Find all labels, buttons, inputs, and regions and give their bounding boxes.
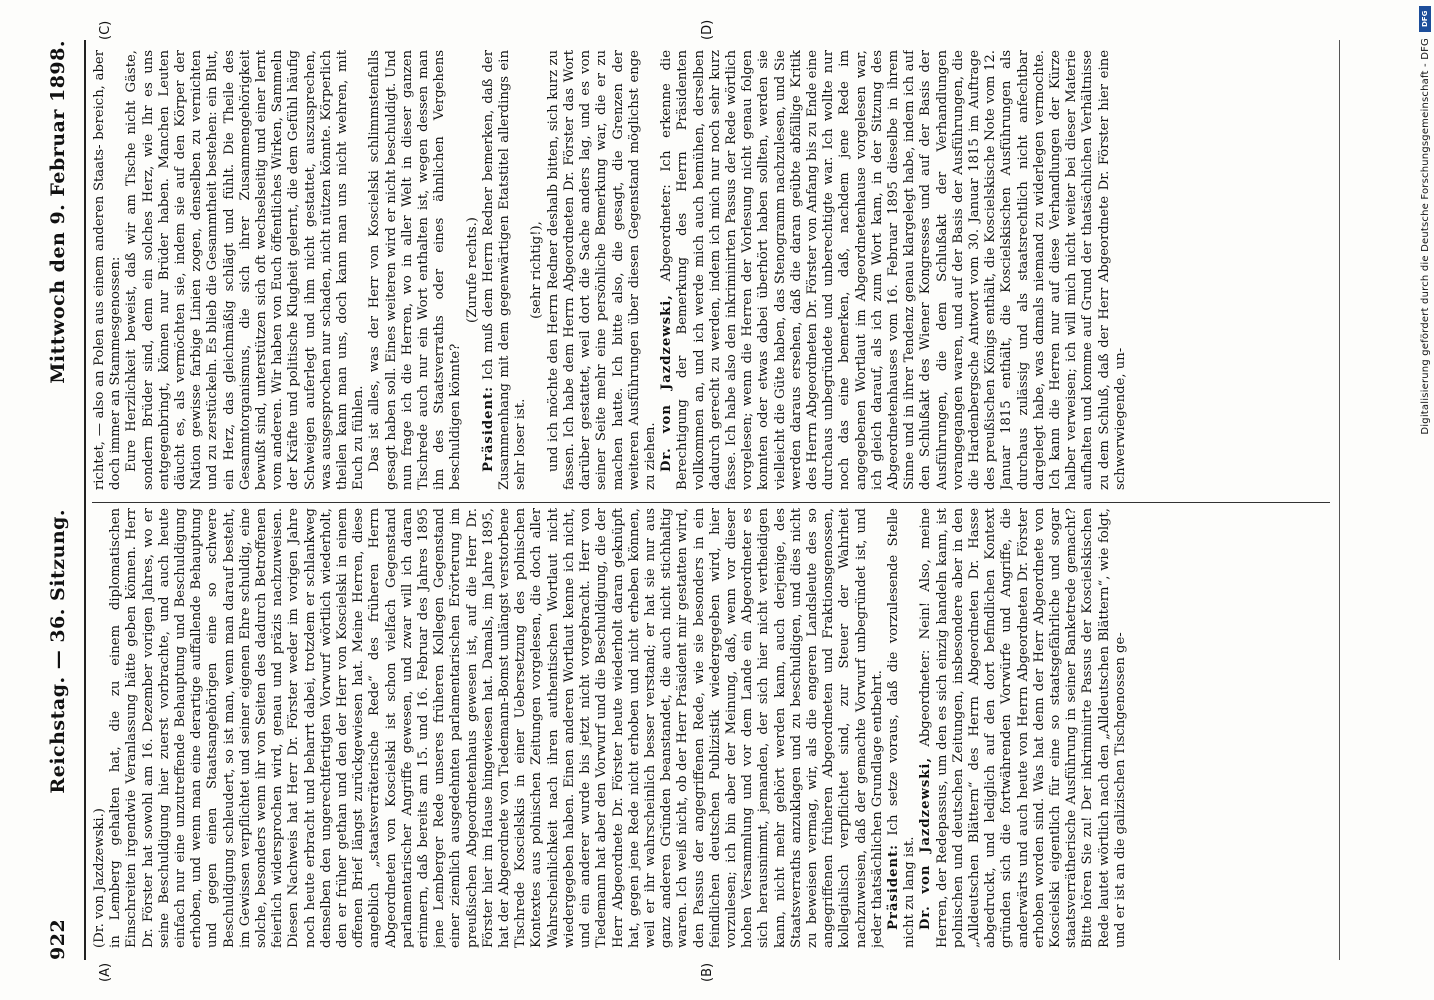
dfg-logo: DFG <box>1419 6 1431 32</box>
speaker-name: Dr. von Jazdzewski, <box>659 294 675 472</box>
right-text-column <box>92 50 1330 490</box>
header-date: Mittwoch den 9. Februar 1898. <box>47 40 69 384</box>
paragraph-text: (sehr richtig!), <box>529 221 545 319</box>
speaker-name: Präsident: <box>480 385 496 472</box>
header-session: Reichstag. — 36. Sitzung. <box>47 508 69 794</box>
left-text-column <box>92 508 1330 948</box>
paragraph <box>886 508 918 948</box>
footer-rule <box>1339 40 1340 960</box>
paragraph-text: Ich setze voraus, daß die vorzulesende Stelle nicht zu lang ist. <box>885 508 918 948</box>
paragraph-text: Das ist alles, was der Herr von Koscielski schlimmstenfalls gesagt haben soll. Eines weiteren wird er nicht beschuldigt. Und nun frage ich die Herren, wo in aller Welt in dieser ganzen Tischrede auch nur ein Wort enthalten ist, wegen dessen man ihn des Staatsverraths oder eines ähnlichen Vergehens beschuldigen könnte? <box>367 50 464 490</box>
paragraph <box>124 50 367 490</box>
paragraph <box>529 50 545 490</box>
paragraph <box>546 50 659 490</box>
paragraph-text: richtet, — also an Polen aus einem anderen Staats- bereich, aber doch immer an Stammesgenossen: <box>92 50 124 490</box>
speaker-name: Präsident: <box>885 843 901 930</box>
page-number: 922 <box>47 918 69 960</box>
speaker-name: Dr. von Jazdzewski, <box>918 756 934 930</box>
paragraph <box>108 508 886 948</box>
paragraph-text: Ich muß dem Herrn Redner bemerken, daß der Zusammenhang mit dem gegenwärtigen Etatstitel allerdings ein sehr loser ist. <box>480 50 529 490</box>
header-rule <box>84 40 86 960</box>
paragraph <box>92 50 124 490</box>
paragraph-text: Abgeordneter: Nein! Also, meine Herren, der Redepassus, um den es sich einzig handeln kann, ist polnischen und deutschen Zeitungen, insbesondere aber in den „Alldeutschen Blättern“ des Herrn Abgeordneten Dr. Hasse abgedruckt, und lediglich auf den dort befindlichen Kontext gründen sich die fortwährenden Vorwürfe und Angriffe, die anderwärts und auch heute von Herrn Abgeordneten Dr. Förster erhoben worden sind. Was hat denn der Herr Abgeordnete von Koscielski eigentlich für eine so staatsgefährliche und sogar staatsverrätherische Ausführung in seiner Banketrede gemacht? Bitte hören Sie zu! Der inkriminirte Passus der Koscielskischen Rede lautet wörtlich nach den „Alldeutschen Blättern“, wie folgt, und er ist an die galizischen Tischgenossen ge- <box>918 508 1128 948</box>
dfg-funding-note: Digitalisierung gefördert durch die Deutsche Forschungsgemeinschaft - DFG <box>1419 38 1431 435</box>
paragraph <box>92 508 108 948</box>
running-header <box>38 40 78 960</box>
margin-mark-b: (B) <box>700 962 715 982</box>
paragraph <box>918 508 1129 948</box>
paragraph <box>367 50 464 490</box>
paragraph <box>465 50 481 490</box>
paragraph-text: Eure Herzlichkeit beweist, daß wir am Tische nicht Gäste, sondern Brüder sind, denn ein solches Herz, wie Ihr es uns entgegenbringt, können nur Brüder haben. Manchen Leuten däucht es, als vermöchten sie, indem sie auf den Körper der Nation gewisse farbige Linien zogen, denselben zu vernichten und zu zerstückeln. Es blieb die Gesammtheit bestehen: ein Blut, ein Herz, das gleichmäßig schlägt und fühlt. Die Theile des Gesammtorganismus, die sich ihrer Zusammengehörigkeit bewußt sind, unterstützen sich oft wechselseitig und einer lernt vom anderen. Wir haben von Euch öffentliches Wirken, Sammeln der Kräfte und politische Klugheit gelernt, die dem Gefühl häufig Schweigen auferlegt und ihm nicht gestattet, auszusprechen, was ausgesprochen nur schaden, nicht nützen könnte. Körperlich theilen kann man uns, doch kann man uns nicht wehren, mit Euch zu fühlen. <box>124 50 367 490</box>
margin-mark-a: (A) <box>98 962 113 982</box>
paragraph-text: (Dr. von Jazdzewski.) <box>92 808 107 948</box>
margin-mark-c: (C) <box>98 20 113 40</box>
paragraph-text: Abgeordneter: Ich erkenne die Berechtigung der Bemerkung des Herrn Präsidenten vollkommen an, und ich werde mich auch bemühen, derselben dadurch gerecht zu werden, indem ich mich nur noch sehr kurz fasse. Ich habe also den inkriminirten Passus der Rede wörtlich vorgelesen; wenn die Herren der Vorlesung nicht genau folgen konnten oder etwas dabei überhört haben sollten, werden sie vielleicht die Güte haben, das Stenogramm nachzulesen, und Sie werden daraus ersehen, daß die daran geübte abfällige Kritik des Herrn Abgeordneten Dr. Förster von Anfang bis zu Ende eine durchaus unbegründete und unberechtigte war. Ich wollte nur noch das eine bemerken, daß, nachdem jene Rede im angegebenen Wortlaut im Abgeordnetenhause vorgelesen war, ich gleich darauf, als ich zum Wort kam, in der Sitzung des Abgeordnetenhauses vom 16. Februar 1895 dieselbe in ihrem Sinne und in ihrer Tendenz genau klargelegt habe, indem ich auf den Schlußakt des Wiener Kongresses und auf der Basis der Ausführungen, die dem Schlußakt der Verhandlungen vorangegangen waren, und auf der Basis der Ausführungen, die die Hardenbergsche Antwort vom 30. Januar 1815 im Auftrage des preußischen Königs enthält, die Koscielskische Note vom 12. Januar 1815 enthält, die Koscielskischen Ausführungen als durchaus zulässig und als staatsrechtlich nicht anfechtbar dargelegt habe, was damals niemand zu widerlegen vermochte. Ich kann die Herren nur auf diese Verhandlungen der Kürze halber verweisen; ich will mich nicht weiter bei dieser Materie aufhalten und komme auf Grund der thatsächlichen Verhältnisse zu dem Schluß, daß der Herr Abgeordnete Dr. Förster hier eine schwerwiegende, un- <box>659 50 1128 490</box>
paragraph-text: in Lemberg gehalten hat, die zu einem diplomatischen Einschreiten irgendwie Veranlassung hätte geben können. Herr Dr. Förster hat sowohl am 16. Dezember vorigen Jahres, wo er seine Beschuldigung hier zuerst vorbrachte, und auch heute einfach nur eine unzutreffende Behauptung und Beschuldigung erhoben, und wenn man eine derartige auffallende Behauptung und gegen einen Staatsangehörigen eine so schwere Beschuldigung schleudert, so ist man, wenn man darauf besteht, im Gewissen verpflichtet und seiner eigenen Ehre schuldig, eine solche, besonders wenn ihr von Seiten des dadurch Betroffenen feierlich widersprochen wird, genau und präzis nachzuweisen. Diesen Nachweis hat Herr Dr. Förster weder im vorigen Jahre noch heute erbracht und beharrt dabei, trotzdem er schlankweg denselben den ungerechtfertigten Vorwurf wörtlich wiederholt, den er früher gethan und den der Herr von Koscielski in einem offenen Brief längst zurückgewiesen hat. Meine Herren, diese angeblich „staatsverräterische Rede“ des früheren Herrn Abgeordneten von Koscielski ist schon vielfach Gegenstand parlamentarischer Angriffe gewesen, und zwar will ich daran erinnern, daß bereits am 15. und 16. Februar des Jahres 1895 jene Lemberger Rede unseres früheren Kollegen Gegenstand einer ziemlich ausgedehnten parlamentarischen Erörterung im preußischen Abgeordnetenhaus gewesen ist, auf die Herr Dr. Förster hier im Hause hingewiesen hat. Damals, im Jahre 1895, hat der Abgeordnete von Tiedemann-Bomst unlängst verstorbene Tischrede Koscielskis in einer Uebersetzung des polnischen Kontextes aus polnischen Zeitungen vorgelesen, die doch aller Wahrscheinlichkeit nach ihren authentischen Wortlaut nicht wiedergegeben haben. Einen anderen Wortlaut kenne ich nicht, und ein anderer wurde bis jetzt nicht vorgebracht. Herr von Tiedemann hat aber den Vorwurf und die Beschuldigung, die der Herr Abgeordnete Dr. Förster heute wiederholt daran geknüpft hat, gegen jene Rede nicht erhoben und nicht erheben können, weil er ihr wahrscheinlich besser verstand; er hat sie nur aus ganz anderen Gründen beanstandet, die auch nicht stichhaltig waren. Ich weiß nicht, ob der Herr Präsident mir gestatten wird, den Passus der angegriffenen Rede, wie sie besonders in ein feindlichen deutschen Publizistik wiedergegeben wird, hier vorzulesen; ich bin aber der Meinung, daß, wenn vor dieser hohen Versammlung und vor dem Lande ein Abgeordneter es sich herausnimmt, jemanden, der sich hier nicht vertheidigen kann, nicht mehr gehört werden kann, auch derjenige, des Staatsverraths anzuklagen und zu beschuldigen, und dies nicht zu beweisen vermag, wir, als die engeren Landsleute des so angegriffenen früheren Abgeordneten und Fraktionsgenossen, kollegialisch verpflichtet sind, zur Steuer der Wahrheit nachzuweisen, daß der gemachte Vorwurf unbegründet ist, und jeder thatsächlichen Grundlage entbehrt. <box>108 508 885 948</box>
margin-mark-d: (D) <box>700 19 715 40</box>
column-divider <box>92 502 1330 503</box>
paragraph-text: (Zurufe rechts.) <box>464 217 480 323</box>
paragraph <box>481 50 530 490</box>
dfg-side-strip <box>1416 0 1434 1000</box>
paragraph-text: und ich möchte den Herrn Redner deshalb bitten, sich kurz zu fassen. Ich habe dem Herrn Abgeordneten Dr. Förster das Wort darüber gestattet, weil dort die Sache anders lag, und es von seiner Seite mehr eine persönliche Bemerkung war, die er zu machen hatte. Ich bitte also, die gesagt, die Grenzen der weiteren Ausführungen über diesen Gegenstand möglichst enge zu ziehen. <box>545 50 658 490</box>
paragraph <box>659 50 1129 490</box>
